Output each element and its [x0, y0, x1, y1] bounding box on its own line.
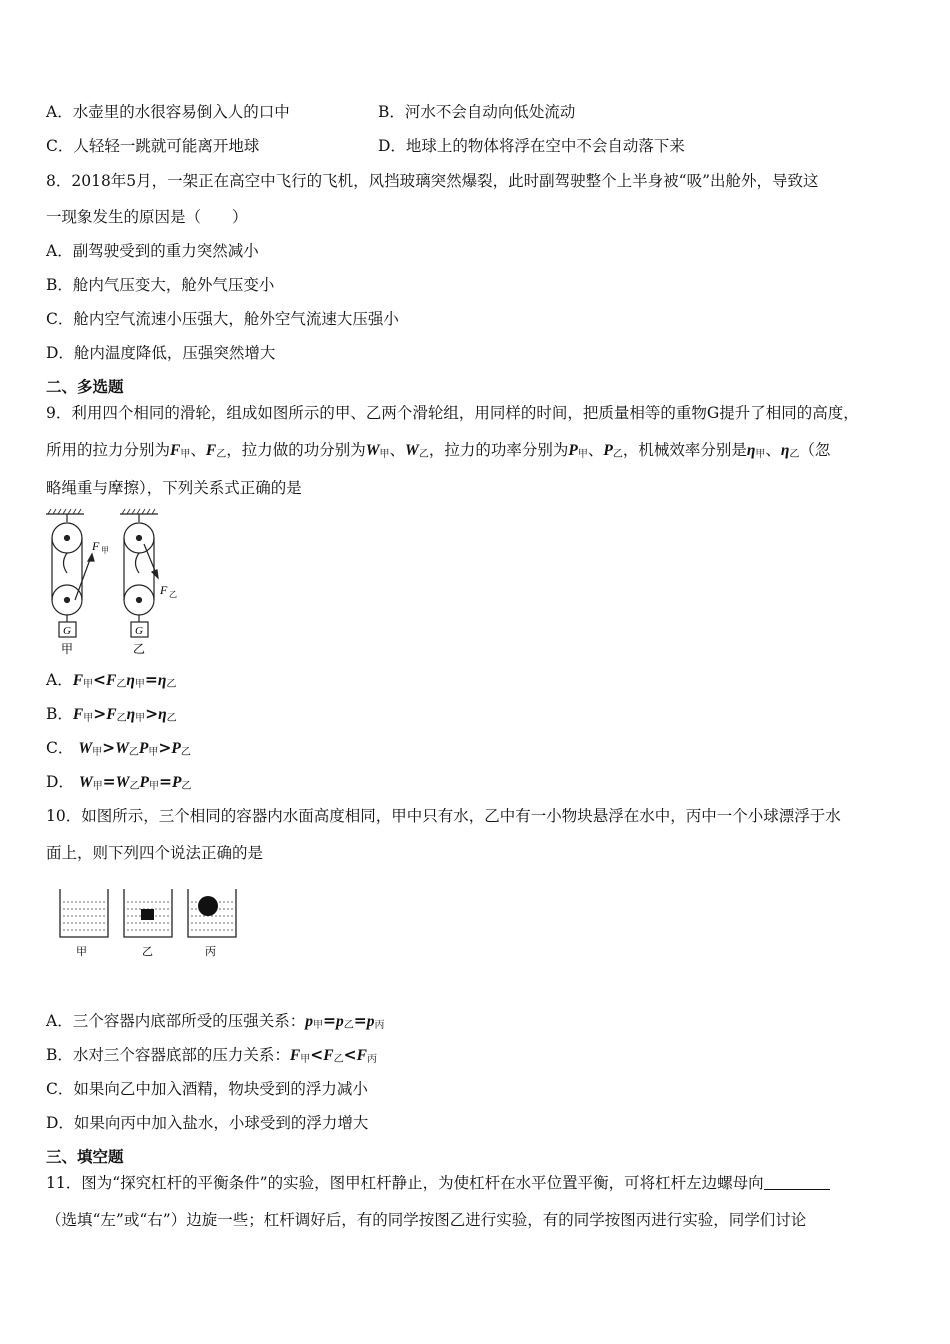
q9-option-d: D． $W_甲=W_乙P_甲=P_乙$: [46, 772, 192, 792]
fig-sub-yi: 乙: [169, 590, 177, 599]
q10-option-b: B．水对三个容器底部的压力关系：$F_甲<F_乙<F_丙$: [46, 1045, 377, 1065]
floating-ball: [198, 896, 218, 916]
q10-option-c: C．如果向乙中加入酒精，物块受到的浮力减小: [46, 1080, 368, 1098]
answer-blank[interactable]: [764, 1175, 830, 1190]
section-heading-fill-blank: 三、填空题: [46, 1147, 124, 1166]
fig-caption-jia: 甲: [61, 642, 74, 656]
q9-option-c: C． $W_甲>W_乙P_甲>P_乙$: [46, 738, 191, 758]
section-heading-multi-choice: 二、多选题: [46, 377, 124, 396]
q7-option-b: B．河水不会自动向低处流动: [378, 103, 576, 121]
q9-stem-line3: 略绳重与摩擦），下列关系式正确的是: [46, 479, 302, 497]
q8-option-c: C．舱内空气流速小压强大，舱外空气流速大压强小: [46, 310, 399, 328]
q9-stem-line2: 所用的拉力分别为$F_甲$、$F_乙$，拉力做的功分别为$W_甲$、$W_乙$，拉力的功率分别为$P_甲$、$P_乙$，机械效率分别是$\eta_甲$、$\eta_乙$（忽: [46, 441, 831, 460]
q7-option-a: A．水壶里的水很容易倒入人的口中: [46, 103, 290, 121]
fig-weight-g-yi: G: [135, 625, 143, 637]
q8-stem-line1: 8．2018年5月，一架正在高空中飞行的飞机，风挡玻璃突然爆裂，此时副驾驶整个上半身被“吸”出舱外，导致这: [46, 172, 819, 190]
q10-stem-line2: 面上，则下列四个说法正确的是: [46, 844, 264, 862]
q11-stem-line2: （选填“左”或“右”）边旋一些；杠杆调好后，有的同学按图乙进行实验，有的同学按图丙进行实验，同学们讨论: [46, 1211, 807, 1229]
q8-option-d: D．舱内温度降低，压强突然增大: [46, 344, 276, 362]
fig-sub-jia: 甲: [101, 546, 109, 555]
q8-option-b: B．舱内气压变大，舱外气压变小: [46, 276, 275, 294]
fig-label-f-jia: F: [92, 539, 100, 553]
q10-stem-line1: 10．如图所示，三个相同的容器内水面高度相同，甲中只有水，乙中有一小物块悬浮在水中，丙中一个小球漂浮于水: [46, 807, 841, 825]
q8-option-a: A．副驾驶受到的重力突然减小: [46, 242, 259, 260]
q7-option-d: D．地球上的物体将浮在空中不会自动落下来: [378, 137, 685, 155]
q9-option-a: A．$F_甲<F_乙\eta_甲=\eta_乙$: [46, 670, 177, 690]
suspended-block: [141, 909, 154, 920]
q7-option-c: C．人轻轻一跳就可能离开地球: [46, 137, 260, 155]
q9-option-b: B．$F_甲>F_乙\eta_甲>\eta_乙$: [46, 704, 177, 724]
q11-stem-line1: 11．图为“探究杠杆的平衡条件”的实验，图甲杠杆静止，为使杠杆在水平位置平衡，可将杠杆左边螺母向: [46, 1173, 830, 1193]
container-label-yi: 乙: [142, 945, 153, 958]
q10-option-a: A．三个容器内底部所受的压强关系：$p_甲=p_乙=p_丙$: [46, 1011, 385, 1031]
q9-stem-line1: 9．利用四个相同的滑轮，组成如图所示的甲、乙两个滑轮组，用同样的时间，把质量相等的重物G提升了相同的高度，: [46, 404, 859, 422]
container-label-jia: 甲: [76, 945, 87, 958]
pulley-figure: [40, 508, 190, 658]
fig-label-f-yi: F: [160, 583, 168, 597]
fig-weight-g-jia: G: [63, 625, 71, 637]
fig-caption-yi: 乙: [133, 642, 146, 656]
q8-stem-line2: 一现象发生的原因是（ ）: [46, 208, 248, 226]
container-label-bing: 丙: [205, 945, 216, 958]
container-figure: [52, 885, 252, 963]
q10-option-d: D．如果向丙中加入盐水，小球受到的浮力增大: [46, 1114, 369, 1132]
